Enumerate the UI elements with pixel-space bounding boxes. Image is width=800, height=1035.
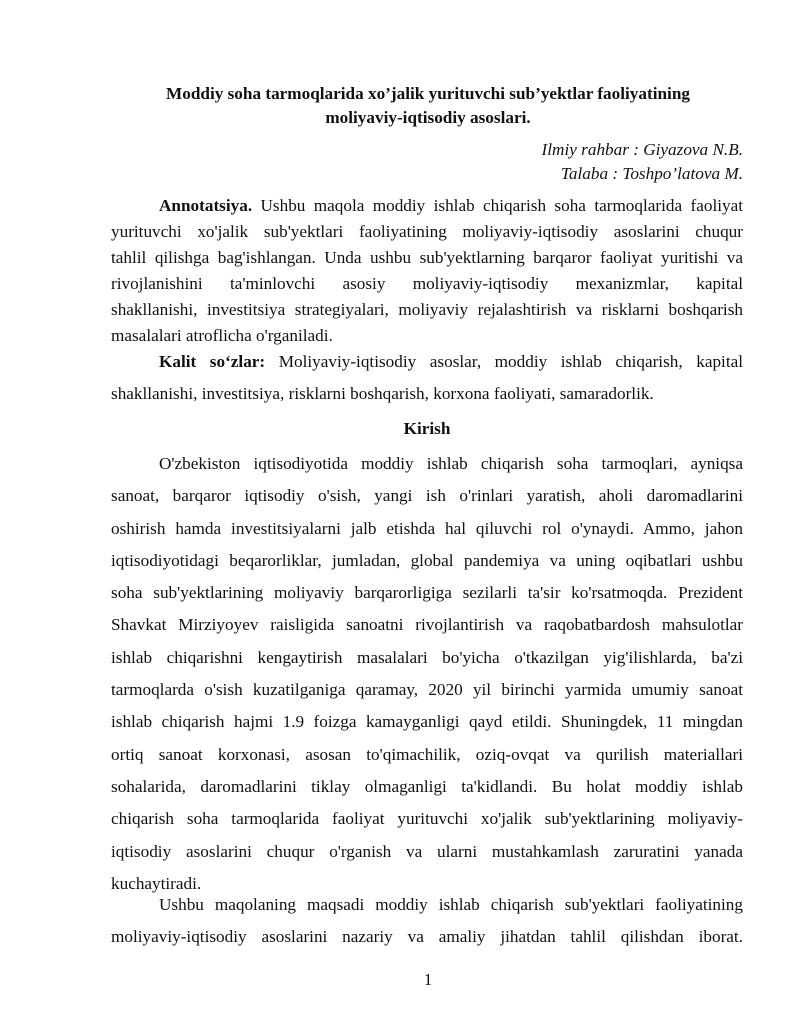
text-line: ortiq sanoat korxonasi, asosan to'qimachilik, oziq-ovqat va qurilish materiallari — [111, 744, 743, 764]
student-name: Talaba : Toshpo’latova M. — [560, 164, 743, 183]
title-line: Moddiy soha tarmoqlarida xo’jalik yurituvchi sub’yektlar faoliyatining — [166, 84, 690, 103]
title-line: moliyaviy-iqtisodiy asoslari. — [325, 108, 531, 127]
text-line: Shavkat Mirziyoyev raisligida sanoatni rivojlantirish va raqobatbardosh mahsulotlar — [111, 615, 743, 635]
text-line: sanoat, barqaror iqtisodiy o'sish, yangi ish o'rinlari yaratish, aholi daromadlarini — [111, 486, 743, 506]
text-line: tahlil qilishga bag'ishlangan. Unda ushbu sub'yektlarning barqaror faoliyat yuritishi va — [111, 248, 743, 267]
text-line: chiqarish soha tarmoqlarida faoliyat yurituvchi xo'jalik sub'yektlarining moliyaviy- — [111, 809, 743, 829]
text-line: ishlab chiqarishni kengaytirish masalalari bo'yicha o'tkazilgan yig'ilishlarda, ba'zi — [111, 647, 743, 667]
keywords-label: Kalit so‘zlar: — [159, 352, 266, 371]
abstract-paragraph — [111, 193, 743, 349]
text-line — [111, 193, 743, 219]
section-heading: Kirish — [403, 419, 451, 438]
text-line: yurituvchi xo'jalik sub'yektlari faoliyatining moliyaviy-iqtisodiy asoslarini chuqur — [111, 222, 743, 241]
text-line: sohalarida, daromadlarini tiklay olmaganligi ta'kidlandi. Bu holat moddiy ishlab — [111, 776, 743, 796]
text-line: rivojlanishini ta'minlovchi asosiy moliyaviy-iqtisodiy mexanizmlar, kapital — [111, 274, 743, 293]
abstract-label: Annotatsiya. — [159, 196, 253, 215]
text-line: oshirish hamda investitsiyalarni jalb etishda hal qiluvchi rol o'ynaydi. Ammo, jahon — [111, 518, 743, 538]
text-line: iqtisodiy asoslarini chuqur o'rganish va ularni mustahkamlash zaruratini yanada — [111, 841, 743, 861]
text-line: moliyaviy-iqtisodiy asoslarini nazariy va amaliy jihatdan tahlil qilishdan iborat. — [111, 927, 743, 946]
page-number: 1 — [423, 970, 433, 989]
text-line: soha sub'yektlarining moliyaviy barqarorligiga sezilarli ta'sir ko'rsatmoqda. Prezident — [111, 583, 743, 603]
text-run: Moliyaviy-iqtisodiy asoslar, moddiy ishlab chiqarish, kapital — [265, 352, 743, 371]
text-line: Ushbu maqolaning maqsadi moddiy ishlab chiqarish sub'yektlari faoliyatining — [159, 895, 743, 914]
paper-title — [100, 82, 756, 130]
text-line: kuchaytiradi. — [111, 873, 202, 893]
advisor-name: Ilmiy rahbar : Giyazova N.B. — [541, 140, 743, 159]
text-line: O'zbekiston iqtisodiyotida moddiy ishlab chiqarish soha tarmoqlari, ayniqsa — [159, 454, 743, 473]
text-line: masalalari atroflicha o'rganiladi. — [111, 326, 333, 345]
authors-block — [542, 138, 743, 186]
text-line: iqtisodiyotidagi beqarorliklar, jumladan, global pandemiya va uning oqibatlari ushbu — [111, 550, 743, 570]
text-line: ishlab chiqarish hajmi 1.9 foizga kamayganligi qayd etildi. Shuningdek, 11 mingdan — [111, 712, 743, 732]
text-line — [111, 346, 743, 378]
text-line: shakllanishi, investitsiya, risklarni boshqarish, korxona faoliyati, samaradorlik. — [111, 384, 654, 403]
text-line: shakllanishi, investitsiya strategiyalari, moliyaviy rejalashtirish va risklarni boshqarish — [111, 300, 743, 319]
text-run: Ushbu maqola moddiy ishlab chiqarish soha tarmoqlarida faoliyat — [252, 196, 743, 215]
keywords-paragraph — [111, 346, 743, 410]
text-line: tarmoqlarda o'sish kuzatilganiga qaramay, 2020 yil birinchi yarmida umumiy sanoat — [111, 680, 743, 700]
introduction-paragraph — [111, 448, 743, 900]
purpose-paragraph — [111, 889, 743, 953]
